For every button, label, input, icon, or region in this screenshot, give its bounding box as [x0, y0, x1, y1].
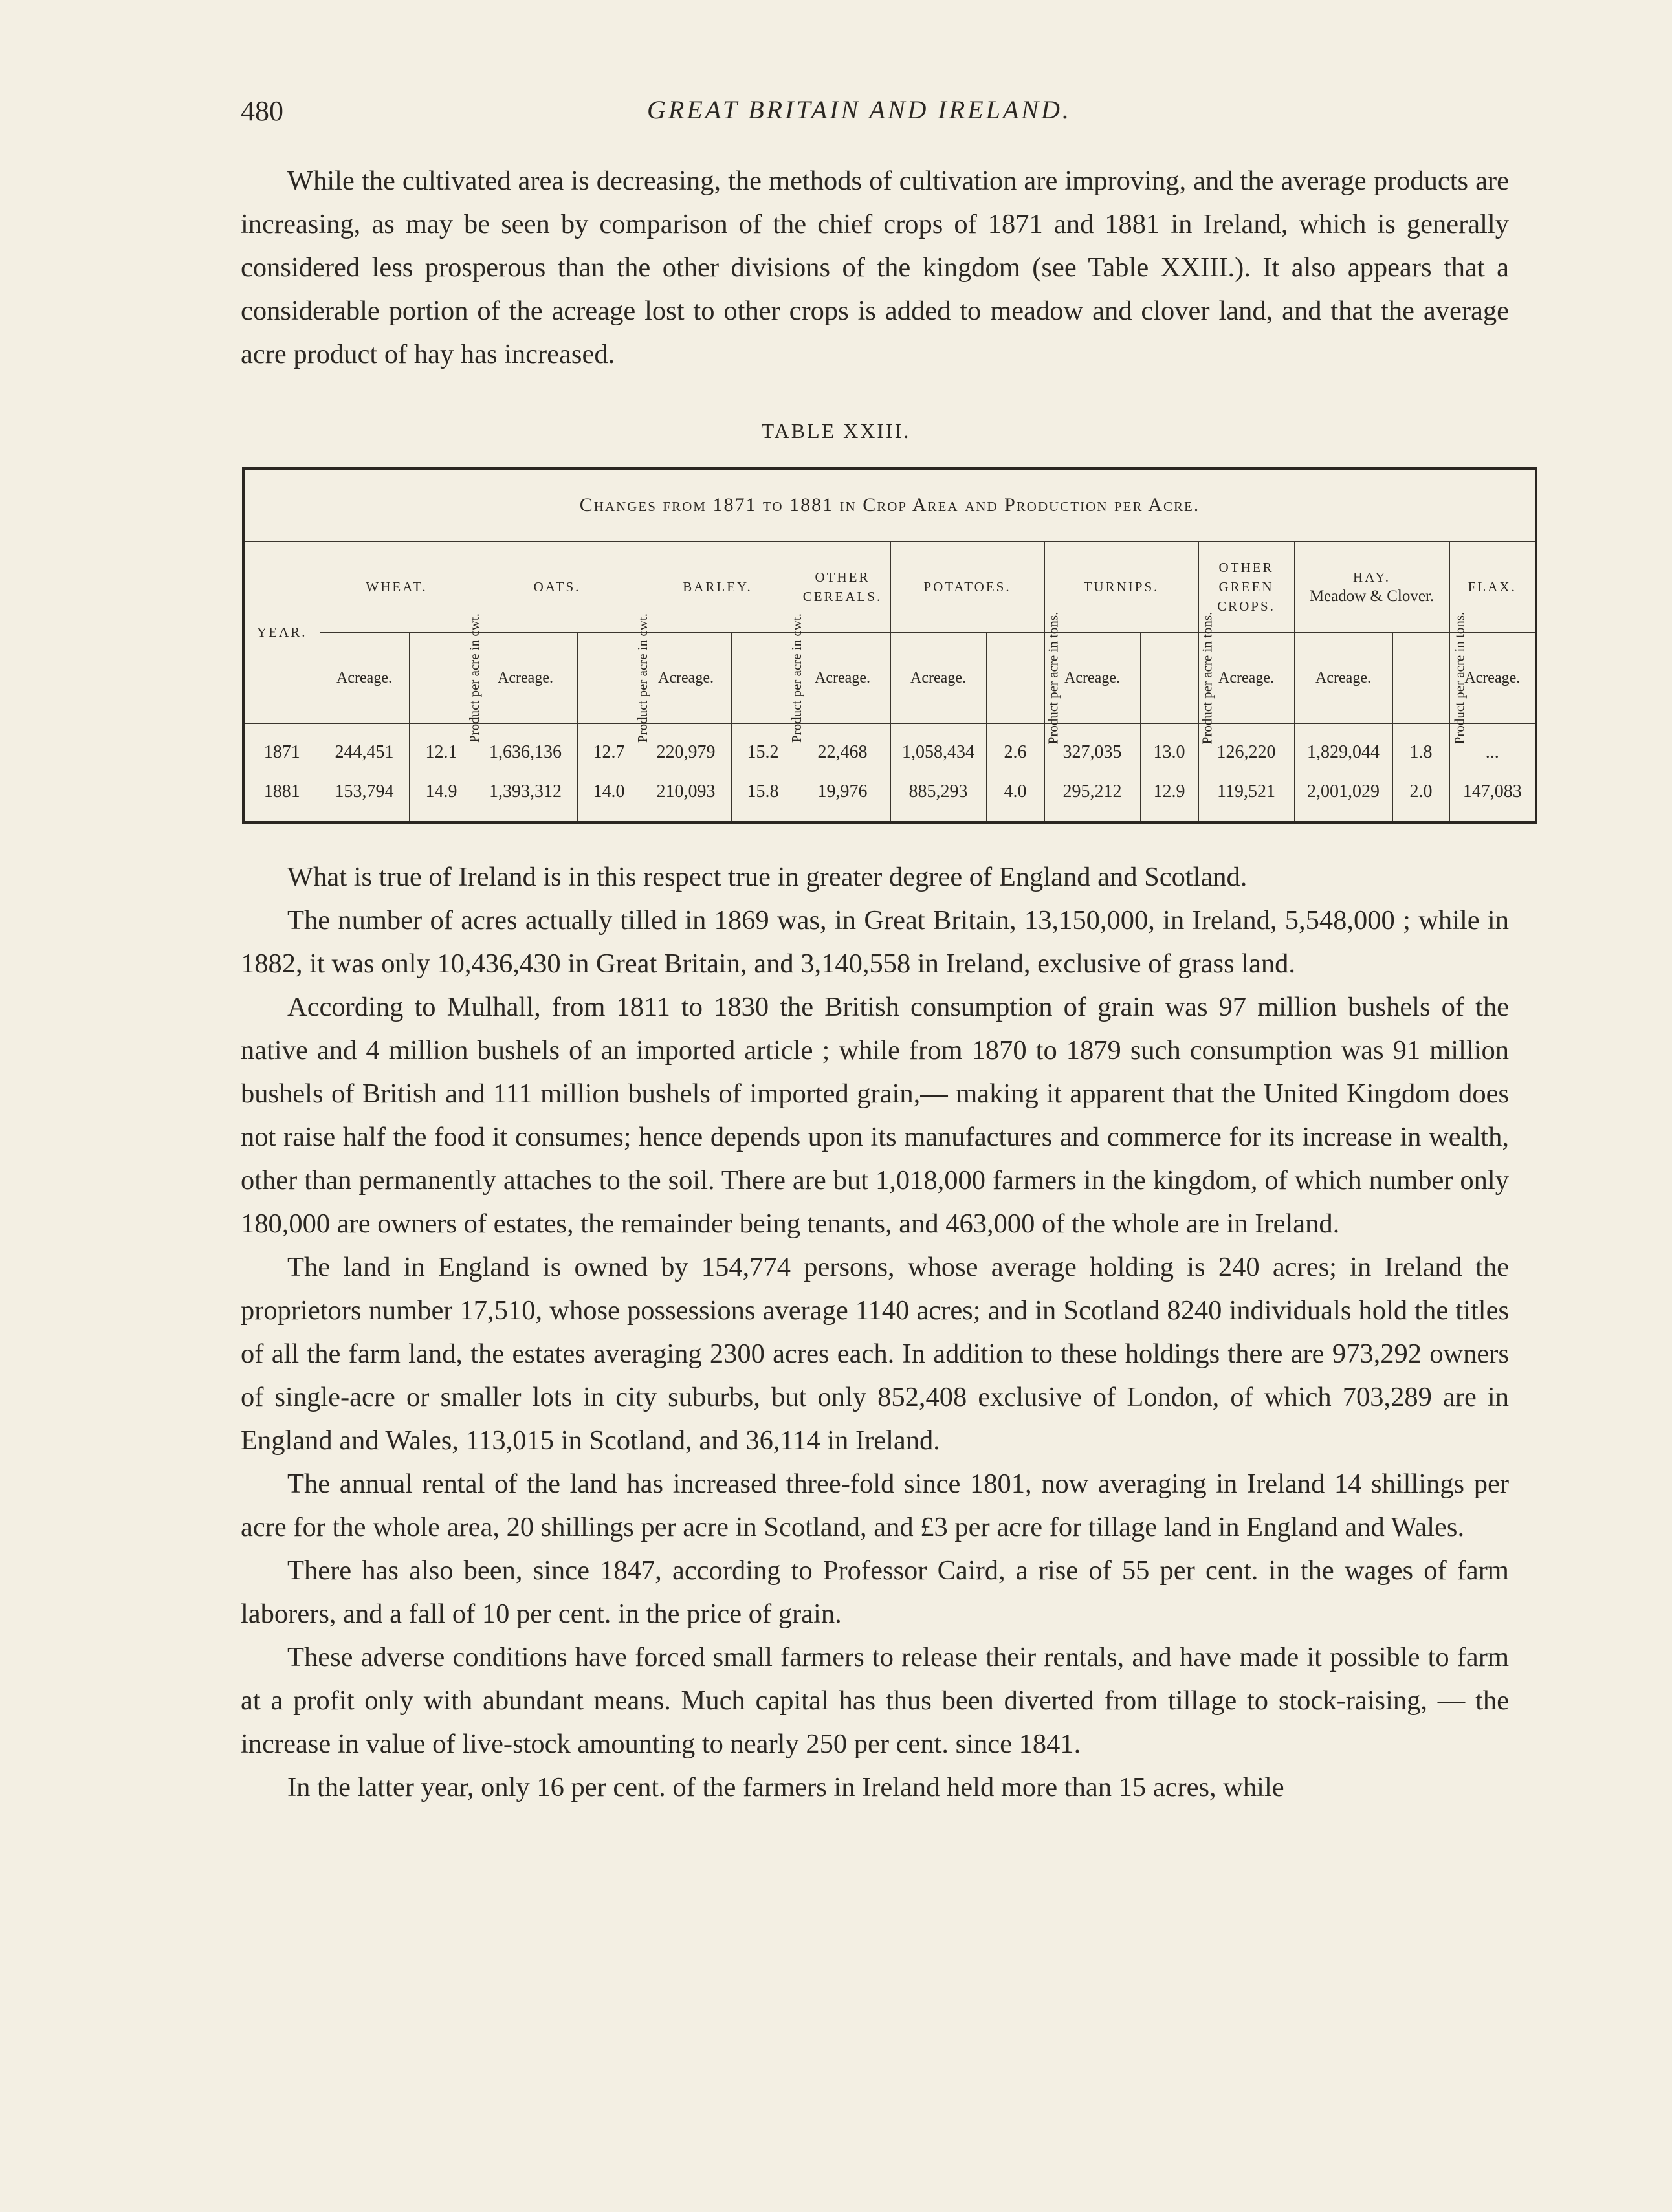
table-cell: 1,829,044	[1294, 724, 1392, 770]
paragraph: The land in England is owned by 154,774 persons, whose average holding is 240 acres; in Ireland the proprietors number 17,510, whose possessions average 1140 acres; and in Scotland 8240 individuals hold the titles of all the farm land, the estates averaging 2300 acres each. In addition to these holdings there are 973,292 owners of single-acre or smaller lots in city suburbs, but only 852,408 exclusive of London, of which 703,289 are in England and Wales, 113,015 in Scotland, and 36,114 in Ireland.	[241, 1252, 1509, 1456]
turnips-product-header	[1140, 611, 1215, 744]
paragraph: There has also been, since 1847, according to Professor Caird, a rise of 55 per cent. in the wages of farm laborers, and a fall of 10 per cent. in the price of grain.	[241, 1555, 1509, 1629]
turnips-acreage-header: Acreage.	[1044, 633, 1140, 724]
potatoes-acreage-header: Acreage.	[890, 633, 986, 724]
paragraph: These adverse conditions have forced small farmers to release their rentals, and have made it possible to farm at a profit only with abundant means. Much capital has thus been diverted from tillage to stock-raising, — the increase in value of live-stock amounting to nearly 250 per cent. since 1841.	[241, 1642, 1509, 1759]
barley-header: BARLEY.	[641, 542, 795, 633]
table-cell: 2.0	[1392, 769, 1449, 822]
table-cell: 295,212	[1044, 769, 1140, 822]
table-cell: 14.9	[409, 769, 474, 822]
table-caption: Changes from 1871 to 1881 in Crop Area and Production per Acre.	[243, 468, 1536, 542]
paragraph: According to Mulhall, from 1811 to 1830 the British consumption of grain was 97 million bushels of the native and 4 million bushels of an imported article ; while from 1870 to 1879 such consumption was 91 million bushels of British and 111 million bushels of imported grain,— making it apparent that the United Kingdom does not raise half the food it consumes; hence depends upon its manufactures and commerce for its increase in wealth, other than permanently attaches to the soil. There are but 1,018,000 farmers in the kingdom, of which number only 180,000 are owners of estates, the remainder being tenants, and 463,000 of the whole are in Ireland.	[241, 992, 1509, 1239]
running-head: GREAT BRITAIN AND IRELAND.	[647, 95, 1072, 124]
table-cell: 210,093	[641, 769, 731, 822]
table-cell: 2.6	[986, 724, 1044, 770]
rotated-label: Product per acre in cwt.	[788, 613, 804, 743]
paragraph: What is true of Ireland is in this respect true in greater degree of England and Scotland.	[287, 862, 1248, 892]
paragraph: The annual rental of the land has increased three-fold since 1801, now averaging in Ireland 14 shillings per acre for the whole area, 20 shillings per acre in Scotland, and £3 per acre for tillage land in England and Wales.	[241, 1469, 1509, 1542]
page-number: 480	[241, 95, 283, 127]
table-cell: 147,083	[1449, 769, 1536, 822]
wheat-acreage-header: Acreage.	[320, 633, 409, 724]
table-cell: ...	[1449, 724, 1536, 770]
hay-sublabel: Meadow & Clover.	[1309, 587, 1435, 605]
table-cell: 153,794	[320, 769, 409, 822]
rotated-label: Product per acre in tons.	[1044, 611, 1061, 744]
other-green-crops-header: OTHER GREEN CROPS.	[1198, 542, 1294, 633]
table-cell: 15.8	[731, 769, 795, 822]
paragraph: While the cultivated area is decreasing, the methods of cultivation are improving, and the average products are increasing, as may be seen by comparison of the chief crops of 1871 and 1881 in Ireland, which is generally considered less prosperous than the other divisions of the kingdom (see Table XXIII.). It also appears that a considerable portion of the acreage lost to other crops is added to meadow and clover land, and that the average acre product of hay has increased.	[241, 166, 1509, 369]
rotated-label: Product per acre in cwt.	[466, 613, 482, 743]
table-cell: 19,976	[795, 769, 890, 822]
flax-acreage-header: Acreage.	[1449, 633, 1536, 724]
crop-table	[242, 467, 1537, 824]
other-cereals-acreage-header: Acreage.	[795, 633, 890, 724]
hay-acreage-header: Acreage.	[1294, 633, 1392, 724]
table-cell: 1,393,312	[474, 769, 577, 822]
paragraph: The number of acres actually tilled in 1869 was, in Great Britain, 13,150,000, in Ireland, 5,548,000 ; while in 1882, it was only 10,436,430 in Great Britain, and 3,140,558 in Ireland, exclusive of grass land.	[241, 905, 1509, 979]
year-cell: 1871	[243, 724, 320, 770]
table-cell: 1,058,434	[890, 724, 986, 770]
body-text	[241, 855, 1509, 1809]
potatoes-product-header	[986, 611, 1061, 744]
table-cell: 1,636,136	[474, 724, 577, 770]
table-cell: 13.0	[1140, 724, 1198, 770]
table-cell: 2,001,029	[1294, 769, 1392, 822]
table-cell: 885,293	[890, 769, 986, 822]
rotated-label: Product per acre in tons.	[1451, 611, 1467, 744]
other-green-acreage-header: Acreage.	[1198, 633, 1294, 724]
table-cell: 126,220	[1198, 724, 1294, 770]
table-row	[243, 769, 1536, 822]
barley-acreage-header: Acreage.	[641, 633, 731, 724]
hay-label: HAY.	[1352, 569, 1391, 585]
table-cell: 220,979	[641, 724, 731, 770]
oats-header: OATS.	[474, 542, 641, 633]
wheat-product-header	[409, 613, 482, 743]
oats-product-header	[577, 613, 650, 743]
table-cell: 327,035	[1044, 724, 1140, 770]
flax-header: FLAX.	[1449, 542, 1536, 633]
intro-text	[241, 159, 1509, 376]
table-label: TABLE XXIII.	[761, 419, 911, 443]
wheat-header: WHEAT.	[320, 542, 474, 633]
table-cell: 22,468	[795, 724, 890, 770]
table-row	[243, 724, 1536, 770]
table-cell: 12.7	[577, 724, 641, 770]
paragraph: In the latter year, only 16 per cent. of the farmers in Ireland held more than 15 acres, while	[287, 1772, 1284, 1802]
rotated-label: Product per acre in cwt.	[634, 613, 650, 743]
year-header: YEAR.	[243, 542, 320, 724]
table-cell: 119,521	[1198, 769, 1294, 822]
turnips-header: TURNIPS.	[1044, 542, 1198, 633]
year-cell: 1881	[243, 769, 320, 822]
oats-acreage-header: Acreage.	[474, 633, 577, 724]
table-cell: 4.0	[986, 769, 1044, 822]
potatoes-header: POTATOES.	[890, 542, 1044, 633]
table-cell: 12.1	[409, 724, 474, 770]
table-cell: 1.8	[1392, 724, 1449, 770]
hay-header	[1294, 542, 1449, 633]
rotated-label: Product per acre in tons.	[1198, 611, 1215, 744]
other-cereals-header: OTHER CEREALS.	[795, 542, 890, 633]
table-cell: 15.2	[731, 724, 795, 770]
table-cell: 244,451	[320, 724, 409, 770]
hay-product-header	[1392, 611, 1467, 744]
table-cell: 14.0	[577, 769, 641, 822]
barley-product-header	[731, 613, 804, 743]
table-cell: 12.9	[1140, 769, 1198, 822]
